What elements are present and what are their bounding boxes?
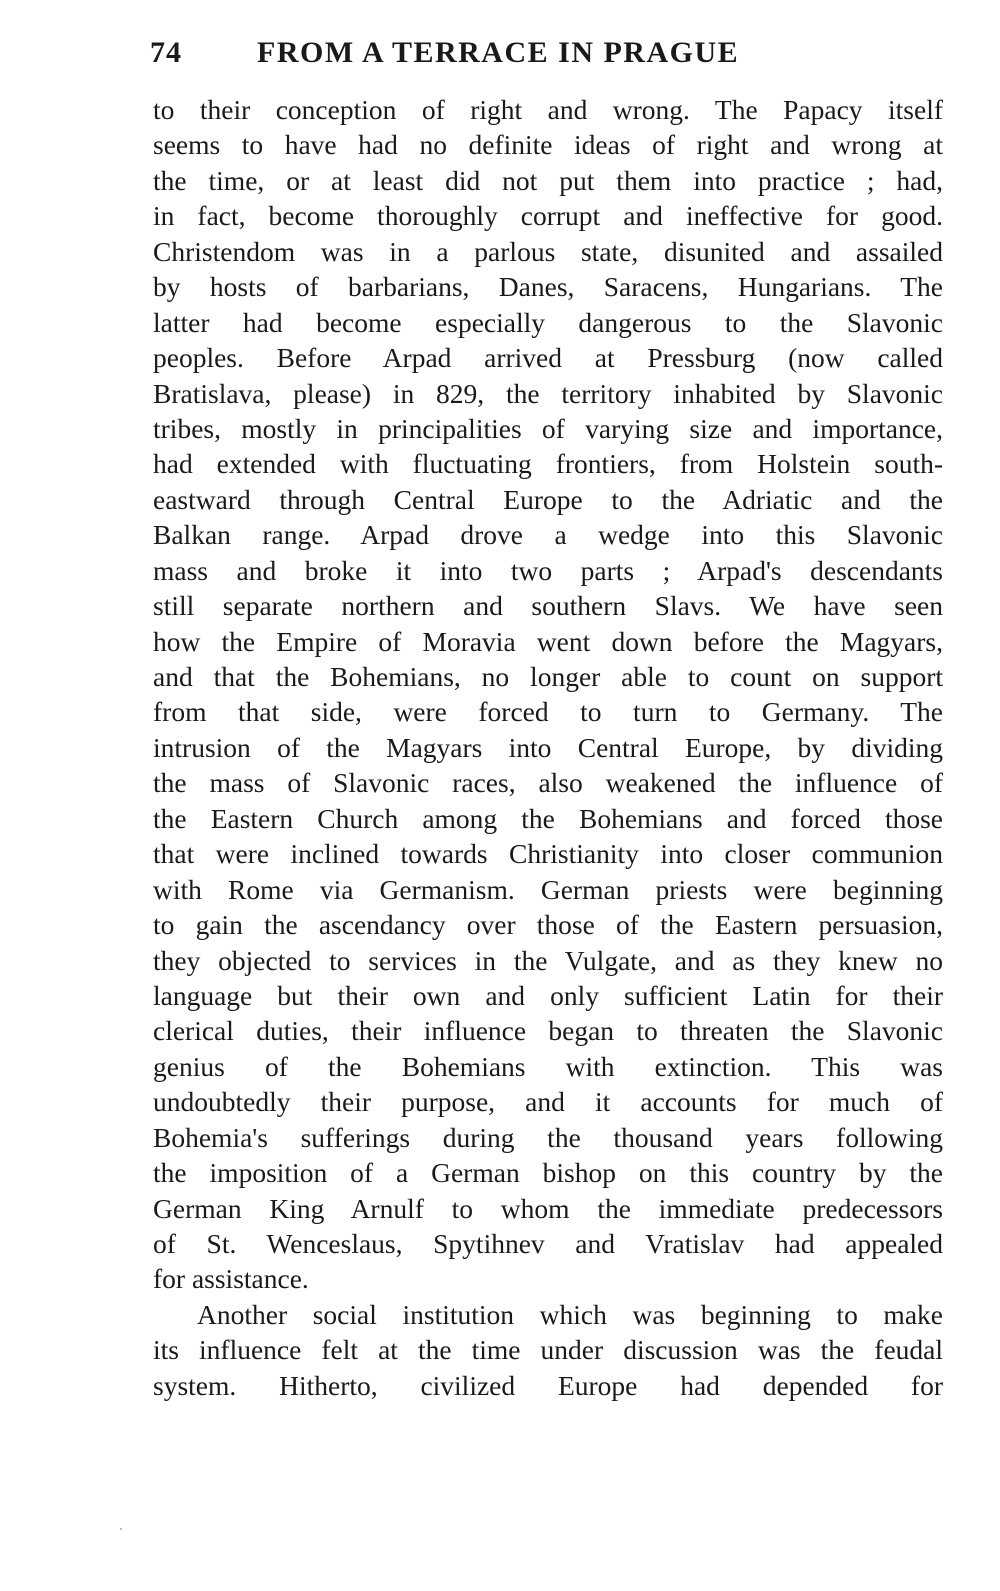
- text-line: of St. Wenceslaus, Spytihnev and Vratislav had appealed: [153, 1228, 943, 1259]
- book-title: FROM A TERRACE IN PRAGUE: [257, 36, 740, 69]
- text-line: Christendom was in a parlous state, disunited and assailed: [153, 235, 943, 267]
- text-line: peoples. Before Arpad arrived at Pressburg (now called: [153, 342, 943, 374]
- text-line: and that the Bohemians, no longer able to count on support: [153, 661, 943, 692]
- text-line: how the Empire of Moravia went down before the Magyars,: [153, 625, 943, 657]
- text-line: Bratislava, please) in 829, the territory inhabited by Slavonic: [153, 377, 943, 409]
- text-line: clerical duties, their influence began to threaten the Slavonic: [153, 1015, 943, 1047]
- text-line: the imposition of a German bishop on this country by the: [153, 1157, 943, 1189]
- text-line: Bohemia's sufferings during the thousand years following: [153, 1121, 943, 1153]
- text-line: undoubtedly their purpose, and it accounts for much of: [153, 1086, 943, 1118]
- paragraph-2: [153, 1297, 943, 1403]
- text-line: language but their own and only sufficient Latin for their: [153, 979, 943, 1011]
- text-line: system. Hitherto, civilized Europe had depended for: [153, 1369, 943, 1401]
- text-line: they objected to services in the Vulgate, and as they knew no: [153, 944, 943, 976]
- paragraph-1: [153, 92, 943, 1297]
- text-line: German King Arnulf to whom the immediate predecessors: [153, 1192, 943, 1224]
- text-line: had extended with fluctuating frontiers, from Holstein south-: [153, 448, 943, 480]
- text-line: to gain the ascendancy over those of the Eastern persuasion,: [153, 909, 943, 941]
- text-line: Balkan range. Arpad drove a wedge into this Slavonic: [153, 519, 943, 551]
- text-line: in fact, become thoroughly corrupt and ineffective for good.: [153, 200, 943, 232]
- text-line: Another social institution which was beginning to make: [197, 1298, 943, 1330]
- body-text: [153, 92, 943, 1403]
- text-line: with Rome via Germanism. German priests were beginning: [153, 873, 943, 905]
- text-line: latter had become especially dangerous to the Slavonic: [153, 306, 943, 338]
- text-line: its influence felt at the time under discussion was the feudal: [153, 1334, 943, 1366]
- text-line: from that side, were forced to turn to Germany. The: [153, 696, 943, 728]
- running-head: [150, 36, 840, 76]
- text-line: the mass of Slavonic races, also weakened the influence of: [153, 767, 943, 799]
- text-line: tribes, mostly in principalities of varying size and importance,: [153, 412, 943, 444]
- page-number: 74: [150, 36, 182, 69]
- text-line: still separate northern and southern Slavs. We have seen: [153, 590, 943, 622]
- text-line: for assistance.: [153, 1263, 309, 1295]
- text-line: eastward through Central Europe to the Adriatic and the: [153, 483, 943, 515]
- text-line: to their conception of right and wrong. The Papacy itself: [153, 94, 943, 125]
- text-line: that were inclined towards Christianity into closer communion: [153, 838, 943, 870]
- text-line: mass and broke it into two parts ; Arpad's descendants: [153, 554, 943, 586]
- text-line: by hosts of barbarians, Danes, Saracens, Hungarians. The: [153, 271, 943, 303]
- scan-speck: [120, 1528, 122, 1530]
- text-line: the time, or at least did not put them into practice ; had,: [153, 164, 943, 196]
- text-line: genius of the Bohemians with extinction. This was: [153, 1050, 943, 1082]
- text-line: the Eastern Church among the Bohemians and forced those: [153, 802, 943, 834]
- text-line: intrusion of the Magyars into Central Europe, by dividing: [153, 731, 943, 763]
- text-line: seems to have had no definite ideas of right and wrong at: [153, 129, 943, 161]
